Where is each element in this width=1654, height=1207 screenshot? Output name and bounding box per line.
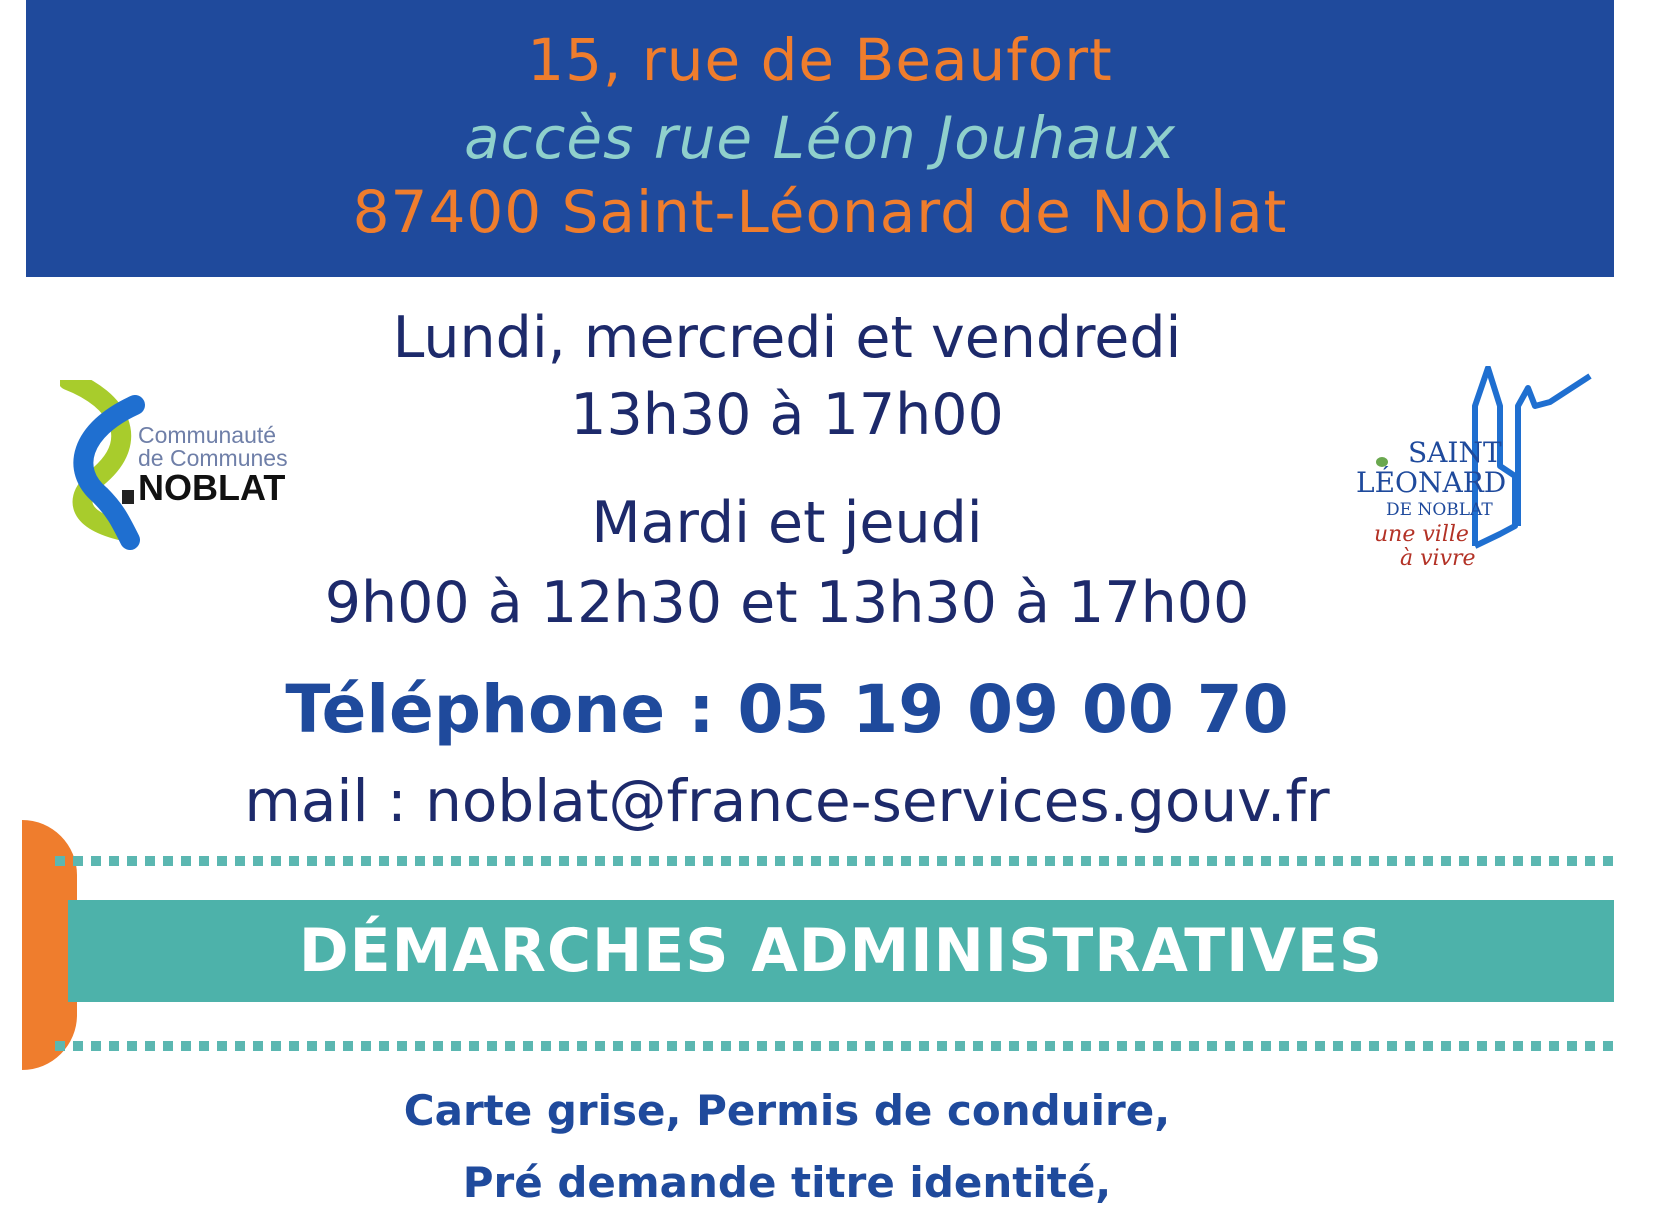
dotted-divider-bottom — [55, 1041, 1615, 1051]
logo-right-line2: LÉONARD — [1356, 466, 1507, 499]
address-banner — [26, 0, 1614, 277]
address-line-city: 87400 Saint-Léonard de Noblat — [352, 178, 1288, 246]
opening-hours-2: 9h00 à 12h30 et 13h30 à 17h00 — [324, 570, 1250, 636]
logo-right-slogan1: une ville — [1374, 522, 1469, 547]
section-banner — [68, 900, 1614, 1002]
services-line-2: Pré demande titre identité, — [462, 1158, 1112, 1207]
dotted-divider-top — [55, 856, 1615, 866]
logo-right-slogan2: à vivre — [1400, 546, 1476, 571]
opening-hours-1: 13h30 à 17h00 — [570, 382, 1004, 448]
section-title: DÉMARCHES ADMINISTRATIVES — [298, 916, 1384, 986]
services-line-1: Carte grise, Permis de conduire, — [403, 1086, 1171, 1135]
email-address: mail : noblat@france-services.gouv.fr — [244, 767, 1330, 835]
phone-number: Téléphone : 05 19 09 00 70 — [285, 671, 1289, 748]
opening-days-1: Lundi, mercredi et vendredi — [392, 305, 1182, 371]
logo-left-line3: NOBLAT — [138, 467, 286, 508]
opening-days-2: Mardi et jeudi — [591, 490, 983, 556]
logo-left-line1: Communauté — [138, 422, 277, 448]
logo-right-line1: SAINT — [1408, 436, 1502, 469]
logo-left-line2: de Communes — [138, 445, 288, 471]
address-line-street: 15, rue de Beaufort — [527, 26, 1113, 94]
address-line-access: accès rue Léon Jouhaux — [464, 104, 1176, 172]
logo-right-line3: DE NOBLAT — [1386, 500, 1493, 520]
